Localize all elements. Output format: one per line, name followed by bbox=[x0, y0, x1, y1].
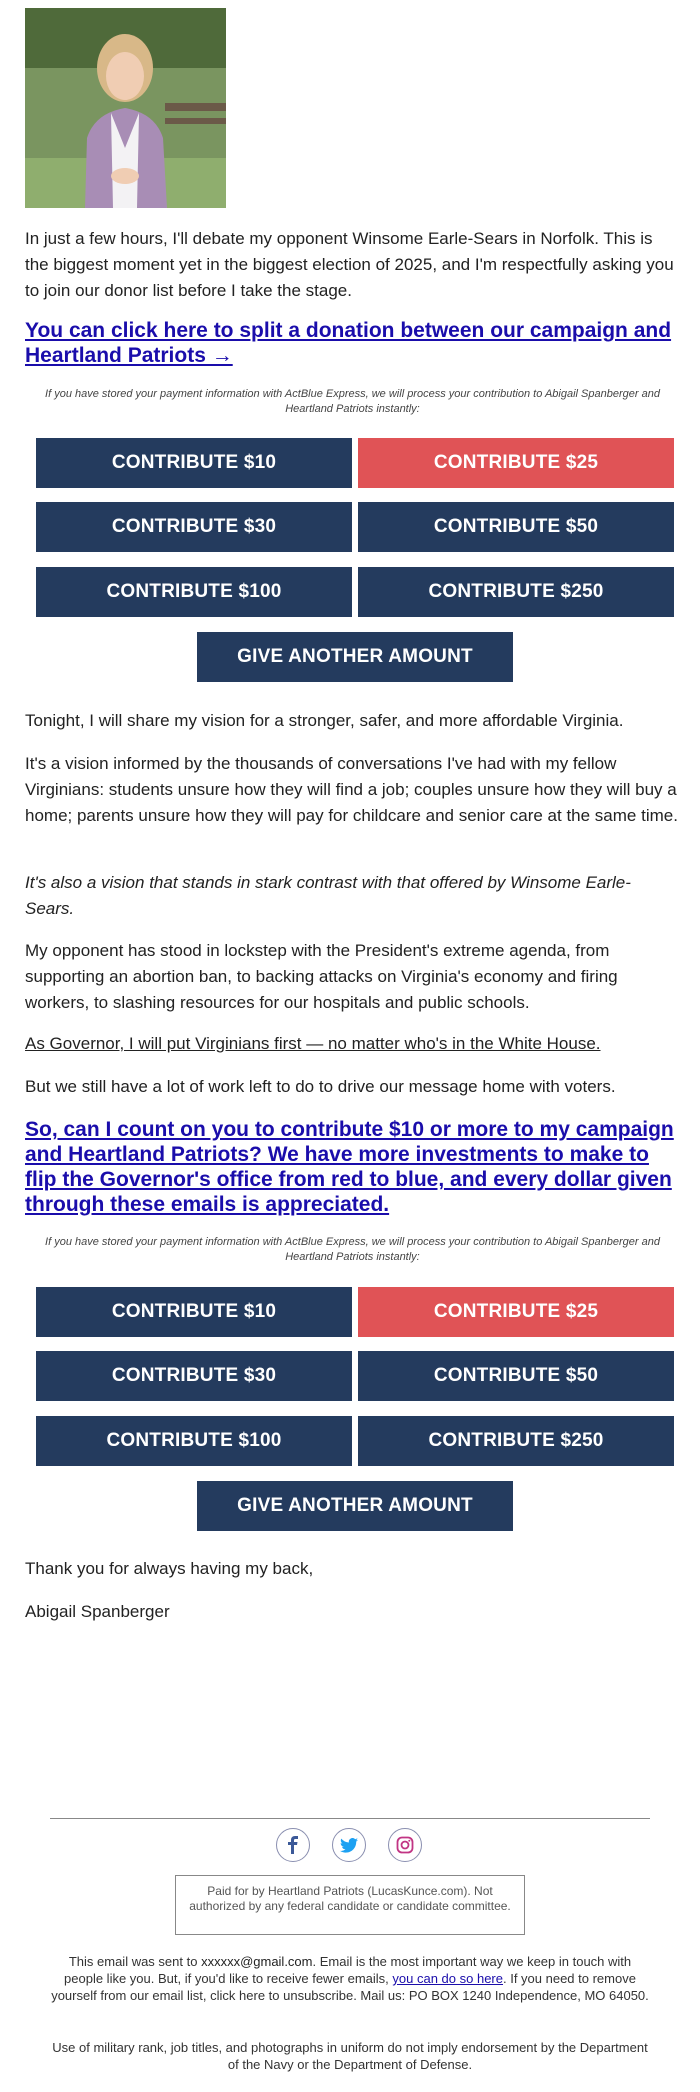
contribute-25-button-2[interactable]: CONTRIBUTE $25 bbox=[358, 1287, 674, 1337]
candidate-portrait bbox=[25, 8, 226, 208]
body-paragraph-work-left: But we still have a lot of work left to do to drive our message home with voters. bbox=[25, 1077, 616, 1096]
contribute-10-button[interactable]: CONTRIBUTE $10 bbox=[36, 438, 352, 488]
body-paragraph-opponent: My opponent has stood in lockstep with the President's extreme agenda, from supporting an abortion ban, to backing attacks on Virginia's economy and firing workers, to slashing resources for our hospitals and public schools. bbox=[25, 941, 618, 1012]
sent-to-prefix: This email was sent to bbox=[68, 1954, 202, 1969]
contribute-ask-link[interactable]: So, can I count on you to contribute $10 or more to my campaign and Heartland Patriots? We have more investments to make to flip the Governor's office from red to blue, and every dollar given through these emails is appreciated. bbox=[25, 1118, 674, 1216]
body-paragraph-governor: As Governor, I will put Virginians first — no matter who's in the White House. bbox=[25, 1034, 601, 1053]
fewer-emails-link[interactable]: you can do so here bbox=[392, 1971, 503, 1986]
body-paragraph-contrast: It's also a vision that stands in stark contrast with that offered by Winsome Earle-Sears. bbox=[25, 873, 631, 918]
facebook-icon[interactable] bbox=[276, 1828, 310, 1862]
contribute-30-button-2[interactable]: CONTRIBUTE $30 bbox=[36, 1351, 352, 1401]
split-donation-link[interactable]: You can click here to split a donation between our campaign and Heartland Patriots → bbox=[25, 319, 672, 367]
contribute-50-button-2[interactable]: CONTRIBUTE $50 bbox=[358, 1351, 674, 1401]
closing-signature: Abigail Spanberger bbox=[25, 1602, 170, 1621]
unsubscribe-text: . If you need to remove yourself from our email list, click here to unsubscribe. Mail us: PO BOX 1240 Independence, MO 64050. bbox=[51, 1971, 649, 2003]
closing-thanks: Thank you for always having my back, bbox=[25, 1559, 314, 1578]
contribute-100-button[interactable]: CONTRIBUTE $100 bbox=[36, 567, 352, 617]
recipient-email: xxxxxx@gmail.com bbox=[201, 1954, 313, 1969]
contribute-100-button-2[interactable]: CONTRIBUTE $100 bbox=[36, 1416, 352, 1466]
instagram-icon[interactable] bbox=[388, 1828, 422, 1862]
footer-divider bbox=[50, 1818, 650, 1819]
give-another-amount-button-2[interactable]: GIVE ANOTHER AMOUNT bbox=[197, 1481, 513, 1531]
footer-email-notice bbox=[50, 1953, 650, 2004]
contribute-250-button-2[interactable]: CONTRIBUTE $250 bbox=[358, 1416, 674, 1466]
actblue-note: If you have stored your payment information with ActBlue Express, we will process your contribution to Abigail Spanberger and Heartland Patriots instantly: bbox=[45, 388, 660, 415]
contribute-10-button-2[interactable]: CONTRIBUTE $10 bbox=[36, 1287, 352, 1337]
intro-paragraph: In just a few hours, I'll debate my opponent Winsome Earle-Sears in Norfolk. This is the biggest moment yet in the biggest election of 2025, and I'm respectfully asking you to join our donor list before I take the stage. bbox=[25, 229, 674, 300]
sent-to-suffix: . Email is the most important way we keep in touch with people like you. But, if you'd like to receive fewer emails, bbox=[64, 1954, 632, 1986]
contribute-50-button[interactable]: CONTRIBUTE $50 bbox=[358, 502, 674, 552]
twitter-icon[interactable] bbox=[332, 1828, 366, 1862]
contribute-30-button[interactable]: CONTRIBUTE $30 bbox=[36, 502, 352, 552]
candidate-photo bbox=[25, 8, 226, 208]
contribute-25-button[interactable]: CONTRIBUTE $25 bbox=[358, 438, 674, 488]
body-paragraph-vision: Tonight, I will share my vision for a stronger, safer, and more affordable Virginia. bbox=[25, 711, 624, 730]
body-paragraph-conversations: It's a vision informed by the thousands of conversations I've had with my fellow Virginians: students unsure how they will find a job; couples unsure how they will buy a home; parents unsure how they will pay for childcare and senior care at the same time. bbox=[25, 754, 678, 825]
contribute-250-button[interactable]: CONTRIBUTE $250 bbox=[358, 567, 674, 617]
paid-for-disclaimer: Paid for by Heartland Patriots (LucasKunce.com). Not authorized by any federal candidate or candidate committee. bbox=[175, 1875, 525, 1935]
military-disclaimer: Use of military rank, job titles, and photographs in uniform do not imply endorsement by the Department of the Navy or the Department of Defense. bbox=[52, 2040, 648, 2072]
actblue-note-2: If you have stored your payment information with ActBlue Express, we will process your contribution to Abigail Spanberger and Heartland Patriots instantly: bbox=[45, 1236, 660, 1263]
give-another-amount-button[interactable]: GIVE ANOTHER AMOUNT bbox=[197, 632, 513, 682]
